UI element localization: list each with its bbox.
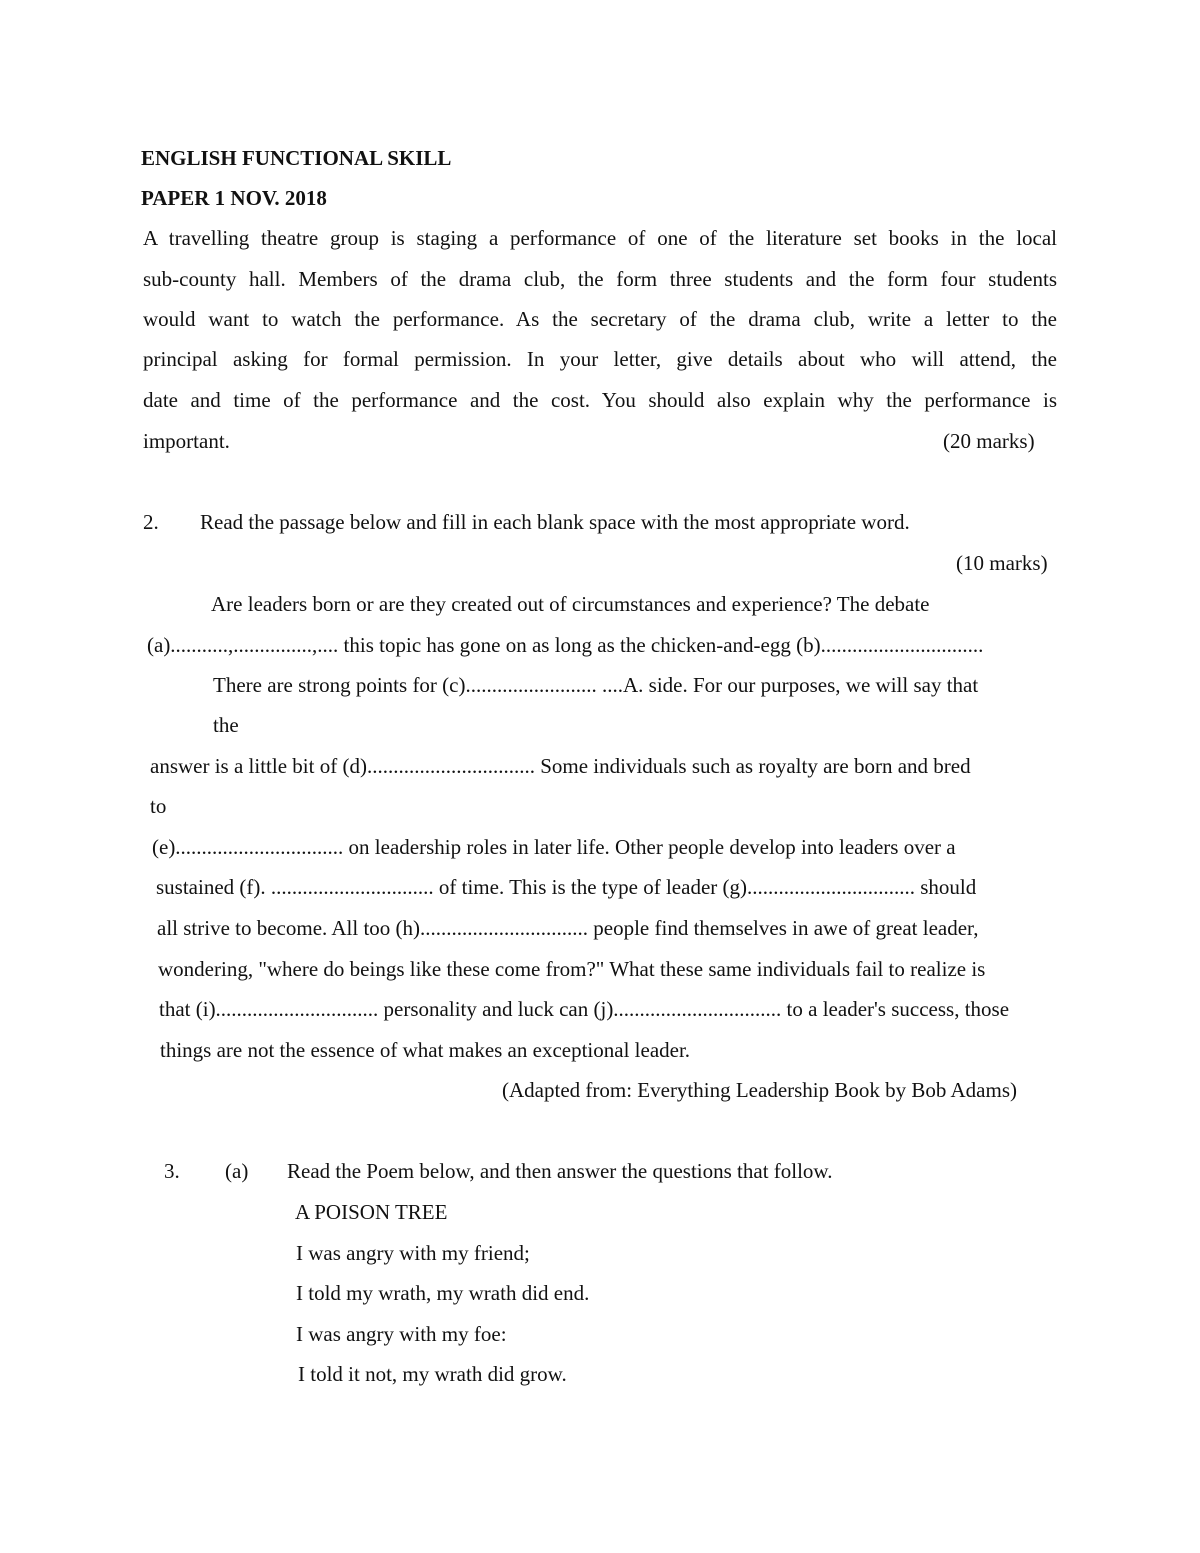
passage-line: wondering, "where do beings like these come from?" What these same individuals fail to realize is <box>158 957 986 981</box>
q1-line: A travelling theatre group is staging a performance of one of the literature set books in the local <box>143 226 1057 250</box>
q3-instruction: Read the Poem below, and then answer the questions that follow. <box>287 1159 833 1183</box>
poem-title: A POISON TREE <box>295 1200 448 1224</box>
poem-line: I was angry with my foe: <box>296 1322 507 1346</box>
q1-marks: (20 marks) <box>943 429 1035 453</box>
passage-line: that (i)............................... personality and luck can (j)................................ to a leader's success, those <box>159 997 1010 1021</box>
passage-line: the <box>213 713 239 737</box>
q3-part: (a) <box>225 1159 249 1183</box>
q1-line: principal asking for formal permission. In your letter, give details about who will attend, the <box>143 347 1057 371</box>
poem-line: I told my wrath, my wrath did end. <box>296 1281 590 1305</box>
q1-line: sub-county hall. Members of the drama club, the form three students and the form four students <box>143 267 1057 291</box>
passage-line: There are strong points for (c)......................... ....A. side. For our purposes, we will say that <box>213 673 979 697</box>
q2-number: 2. <box>143 510 159 534</box>
passage-source: (Adapted from: Everything Leadership Book by Bob Adams) <box>502 1078 1017 1102</box>
q2-marks: (10 marks) <box>956 551 1048 575</box>
q1-line: important. <box>143 429 230 453</box>
document-title: ENGLISH FUNCTIONAL SKILL <box>141 146 452 170</box>
passage-line: (a)...........,...............,.... this topic has gone on as long as the chicken-and-egg (b)............................... <box>147 633 984 657</box>
q1-line: would want to watch the performance. As the secretary of the drama club, write a letter to the <box>143 307 1057 331</box>
poem-line: I was angry with my friend; <box>296 1241 530 1265</box>
paper-label: PAPER 1 NOV. 2018 <box>141 186 327 210</box>
poem-line: I told it not, my wrath did grow. <box>298 1362 567 1386</box>
q2-instruction: Read the passage below and fill in each blank space with the most appropriate word. <box>200 510 910 534</box>
passage-line: sustained (f). ............................... of time. This is the type of leader (g)................................ should <box>156 875 977 899</box>
passage-line: all strive to become. All too (h)................................ people find themselves in awe of great leader, <box>157 916 979 940</box>
q1-line: date and time of the performance and the cost. You should also explain why the performance is <box>143 388 1057 412</box>
passage-line: to <box>150 794 167 818</box>
passage-line: answer is a little bit of (d)................................ Some individuals such as royalty are born and bred <box>150 754 971 778</box>
q3-number: 3. <box>164 1159 180 1183</box>
passage-line: Are leaders born or are they created out of circumstances and experience? The debate <box>211 592 930 616</box>
passage-line: things are not the essence of what makes an exceptional leader. <box>160 1038 691 1062</box>
passage-line: (e)................................ on leadership roles in later life. Other people develop into leaders over a <box>152 835 956 859</box>
